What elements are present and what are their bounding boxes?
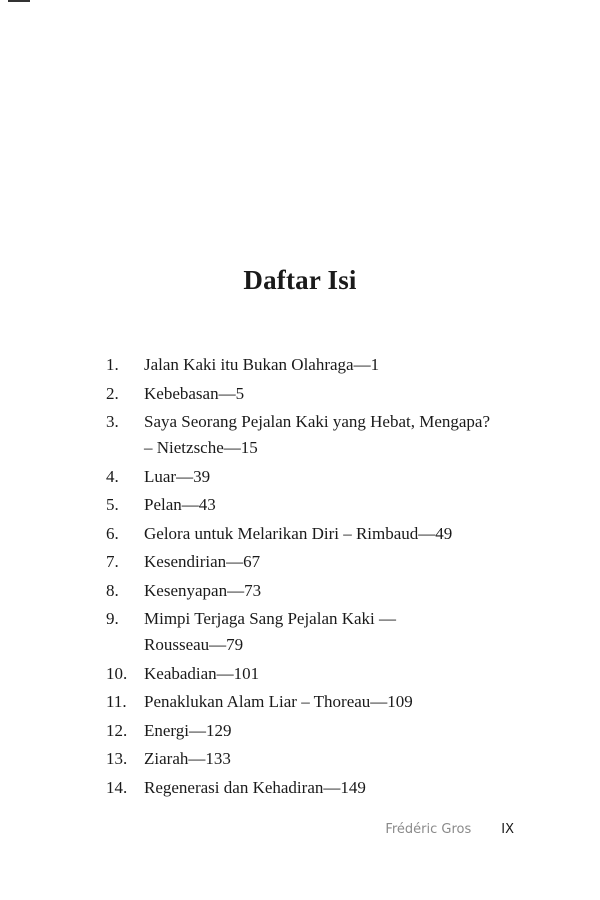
toc-entry-line: Gelora untuk Melarikan Diri – Rimbaud—49 [144,523,453,543]
toc-entry-line: Mimpi Terjaga Sang Pejalan Kaki — [144,609,397,628]
toc-entry-title [144,661,526,687]
toc-entry [106,352,526,378]
toc-entry-line: Kesenyapan—73 [144,580,262,600]
toc-entry-line: Kebebasan—5 [144,383,245,403]
toc-entry-title [144,521,526,547]
toc-entry [106,381,526,407]
toc-entry [106,464,526,490]
toc-entry-title [144,464,526,490]
toc-entry-title [144,409,526,461]
toc-entry [106,492,526,518]
toc-entry [106,746,526,772]
toc-entry-title [144,492,526,518]
table-of-contents [106,352,526,803]
toc-entry-line: Keabadian—101 [144,663,260,683]
toc-entry-line: Saya Seorang Pejalan Kaki yang Hebat, Mengapa? [144,412,491,431]
toc-entry-line: Kesendirian—67 [144,552,261,571]
corner-crop-mark [8,0,30,2]
toc-entry [106,718,526,744]
toc-entry-title [144,775,526,801]
toc-entry-number: 9. [106,609,119,628]
toc-entry [106,549,526,575]
toc-entry-title [144,606,526,658]
toc-entry-number: 3. [106,412,119,431]
toc-entry-line: Jalan Kaki itu Bukan Olahraga—1 [144,355,380,374]
toc-entry-title [144,381,526,407]
toc-entry-title [144,689,526,715]
toc-entry-number: 11. [106,692,127,711]
toc-entry-number: 5. [106,495,119,514]
toc-entry-number: 4. [106,466,119,486]
toc-entry [106,578,526,604]
toc-entry-number: 7. [106,552,119,571]
toc-entry-number: 1. [106,355,119,374]
toc-entry-line: – Nietzsche—15 [144,438,258,457]
toc-entry-line: Regenerasi dan Kehadiran—149 [144,777,366,797]
toc-entry-number: 2. [106,383,119,403]
toc-entry-title [144,578,526,604]
toc-entry [106,689,526,715]
toc-entry-number: 10. [106,663,128,683]
toc-entry-number: 8. [106,580,119,600]
toc-entry-number: 14. [106,777,128,797]
toc-entry-line: Rousseau—79 [144,635,244,654]
toc-entry [106,775,526,801]
toc-entry-line: Luar—39 [144,466,211,486]
footer-author: Frédéric Gros [385,822,472,837]
toc-entry-title [144,352,526,378]
toc-entry [106,606,526,658]
toc-entry-line: Energi—129 [144,720,232,740]
toc-entry [106,661,526,687]
page-title: Daftar Isi [243,265,357,296]
toc-entry-line: Ziarah—133 [144,749,231,768]
toc-entry-number: 6. [106,523,119,543]
toc-entry-number: 12. [106,720,128,740]
toc-entry [106,521,526,547]
toc-entry-title [144,718,526,744]
toc-entry [106,409,526,461]
toc-entry-line: Pelan—43 [144,495,216,514]
page-footer [385,822,514,837]
toc-entry-line: Penaklukan Alam Liar – Thoreau—109 [144,692,413,711]
toc-entry-number: 13. [106,749,128,768]
toc-entry-title [144,746,526,772]
footer-page-number: IX [501,822,514,837]
toc-entry-title [144,549,526,575]
